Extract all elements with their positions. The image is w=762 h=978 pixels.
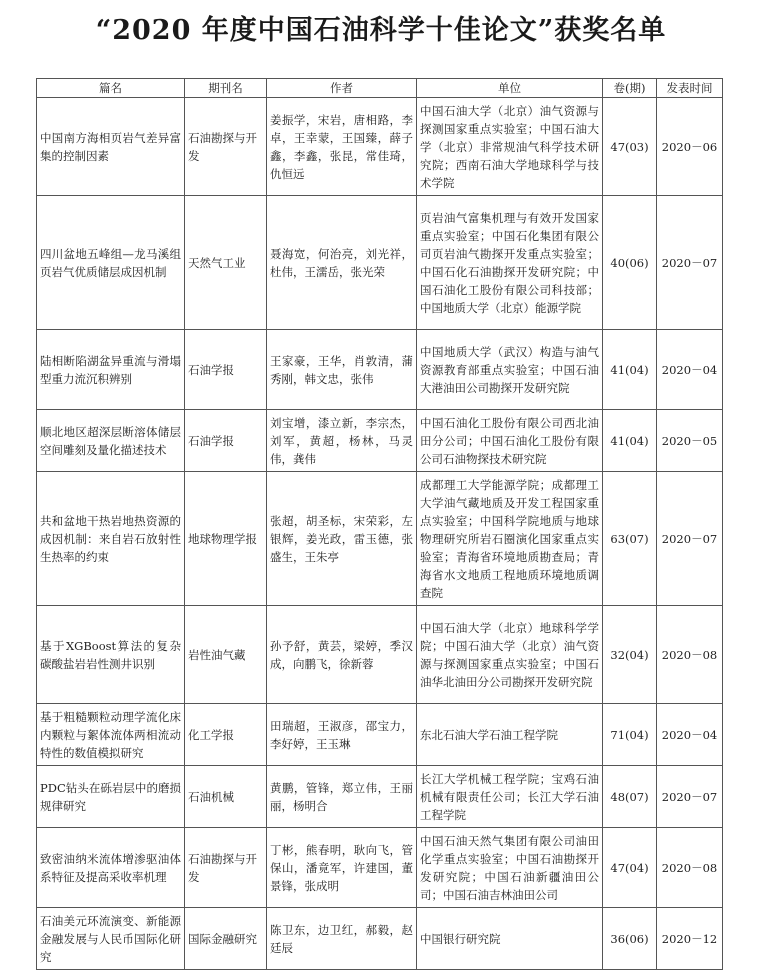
table-row xyxy=(37,828,723,908)
cell-journal: 化工学报 xyxy=(185,704,267,766)
table-row xyxy=(37,98,723,196)
cell-authors: 黄鹏，管锋，郑立伟，王丽丽，杨明合 xyxy=(267,766,417,828)
cell-unit: 中国石油大学（北京）地球科学学院；中国石油大学（北京）油气资源与探测国家重点实验室；中国石油华北油田分公司勘探开发研究院 xyxy=(417,606,603,704)
cell-volume: 41(04) xyxy=(603,330,657,410)
table-row xyxy=(37,908,723,970)
award-table xyxy=(36,78,723,970)
cell-unit: 中国石油化工股份有限公司西北油田分公司；中国石油化工股份有限公司石油物探技术研究院 xyxy=(417,410,603,472)
header-authors: 作者 xyxy=(267,79,417,98)
cell-journal: 国际金融研究 xyxy=(185,908,267,970)
cell-authors: 聂海宽，何治亮，刘光祥，杜伟，王濡岳，张光荣 xyxy=(267,196,417,330)
cell-authors: 丁彬，熊春明，耿向飞，管保山，潘竟军，许建国，董景锋，张成明 xyxy=(267,828,417,908)
cell-paper: 中国南方海相页岩气差异富集的控制因素 xyxy=(37,98,185,196)
table-row xyxy=(37,410,723,472)
cell-paper: 基于粗糙颗粒动理学流化床内颗粒与絮体流体两相流动特性的数值模拟研究 xyxy=(37,704,185,766)
cell-date: 2020－07 xyxy=(657,472,723,606)
cell-date: 2020－05 xyxy=(657,410,723,472)
cell-volume: 40(06) xyxy=(603,196,657,330)
table-row xyxy=(37,606,723,704)
cell-journal: 石油机械 xyxy=(185,766,267,828)
cell-date: 2020－04 xyxy=(657,330,723,410)
cell-date: 2020－07 xyxy=(657,766,723,828)
cell-volume: 71(04) xyxy=(603,704,657,766)
header-volume: 卷(期) xyxy=(603,79,657,98)
cell-volume: 36(06) xyxy=(603,908,657,970)
cell-volume: 63(07) xyxy=(603,472,657,606)
cell-journal: 岩性油气藏 xyxy=(185,606,267,704)
cell-unit: 长江大学机械工程学院；宝鸡石油机械有限责任公司；长江大学石油工程学院 xyxy=(417,766,603,828)
cell-volume: 41(04) xyxy=(603,410,657,472)
cell-unit: 成都理工大学能源学院；成都理工大学油气藏地质及开发工程国家重点实验室；中国科学院地质与地球物理研究所岩石圈演化国家重点实验室；青海省环境地质勘查局；青海省水文地质工程地质环境地质调查院 xyxy=(417,472,603,606)
cell-journal: 天然气工业 xyxy=(185,196,267,330)
cell-paper: 四川盆地五峰组—龙马溪组页岩气优质储层成因机制 xyxy=(37,196,185,330)
table-row xyxy=(37,704,723,766)
header-unit: 单位 xyxy=(417,79,603,98)
cell-volume: 32(04) xyxy=(603,606,657,704)
cell-unit: 中国石油天然气集团有限公司油田化学重点实验室；中国石油勘探开发研究院；中国石油新疆油田公司；中国石油吉林油田公司 xyxy=(417,828,603,908)
cell-unit: 东北石油大学石油工程学院 xyxy=(417,704,603,766)
header-date: 发表时间 xyxy=(657,79,723,98)
cell-authors: 孙予舒，黄芸，梁婷，季汉成，向鹏飞，徐新蓉 xyxy=(267,606,417,704)
cell-date: 2020－12 xyxy=(657,908,723,970)
cell-authors: 王家豪，王华，肖敦清，蒲秀刚，韩文忠，张伟 xyxy=(267,330,417,410)
cell-paper: 石油美元环流演变、新能源金融发展与人民币国际化研究 xyxy=(37,908,185,970)
cell-paper: 陆相断陷湖盆异重流与滑塌型重力流沉积辨别 xyxy=(37,330,185,410)
cell-authors: 刘宝增，漆立新，李宗杰，刘军，黄超，杨林，马灵伟，龚伟 xyxy=(267,410,417,472)
cell-paper: 顺北地区超深层断溶体储层空间雕刻及量化描述技术 xyxy=(37,410,185,472)
cell-authors: 张超，胡圣标，宋荣彩，左银辉，姜光政，雷玉德，张盛生，王朱亭 xyxy=(267,472,417,606)
table-row xyxy=(37,330,723,410)
cell-authors: 田瑞超，王淑彦，邵宝力，李好婷，王玉琳 xyxy=(267,704,417,766)
cell-journal: 石油学报 xyxy=(185,330,267,410)
header-paper: 篇名 xyxy=(37,79,185,98)
cell-volume: 47(03) xyxy=(603,98,657,196)
cell-authors: 姜振学，宋岩，唐相路，李卓，王幸蒙，王国臻，薛子鑫，李鑫，张昆，常佳琦，仇恒远 xyxy=(267,98,417,196)
cell-unit: 中国地质大学（武汉）构造与油气资源教育部重点实验室；中国石油大港油田公司勘探开发研究院 xyxy=(417,330,603,410)
cell-date: 2020－06 xyxy=(657,98,723,196)
cell-journal: 地球物理学报 xyxy=(185,472,267,606)
cell-date: 2020－08 xyxy=(657,828,723,908)
header-journal: 期刊名 xyxy=(185,79,267,98)
table-header-row xyxy=(37,79,723,98)
cell-volume: 47(04) xyxy=(603,828,657,908)
page-title: “2020 年度中国石油科学十佳论文”获奖名单 xyxy=(95,15,667,46)
cell-unit: 页岩油气富集机理与有效开发国家重点实验室；中国石化集团有限公司页岩油气勘探开发重点实验室；中国石化石油勘探开发研究院；中国石油化工股份有限公司科技部；中国地质大学（北京）能源学院 xyxy=(417,196,603,330)
cell-unit: 中国石油大学（北京）油气资源与探测国家重点实验室；中国石油大学（北京）非常规油气科学技术研究院；西南石油大学地球科学与技术学院 xyxy=(417,98,603,196)
cell-date: 2020－04 xyxy=(657,704,723,766)
cell-journal: 石油勘探与开发 xyxy=(185,98,267,196)
cell-journal: 石油勘探与开发 xyxy=(185,828,267,908)
cell-paper: 共和盆地干热岩地热资源的成因机制：来自岩石放射性生热率的约束 xyxy=(37,472,185,606)
cell-authors: 陈卫东，边卫红，郝毅，赵廷辰 xyxy=(267,908,417,970)
cell-volume: 48(07) xyxy=(603,766,657,828)
cell-date: 2020－07 xyxy=(657,196,723,330)
cell-journal: 石油学报 xyxy=(185,410,267,472)
cell-unit: 中国银行研究院 xyxy=(417,908,603,970)
cell-paper: 致密油纳米流体增渗驱油体系特征及提高采收率机理 xyxy=(37,828,185,908)
table-row xyxy=(37,766,723,828)
cell-paper: PDC钻头在砾岩层中的磨损规律研究 xyxy=(37,766,185,828)
cell-paper: 基于XGBoost算法的复杂碳酸盐岩岩性测井识别 xyxy=(37,606,185,704)
table-row xyxy=(37,472,723,606)
table-row xyxy=(37,196,723,330)
cell-date: 2020－08 xyxy=(657,606,723,704)
